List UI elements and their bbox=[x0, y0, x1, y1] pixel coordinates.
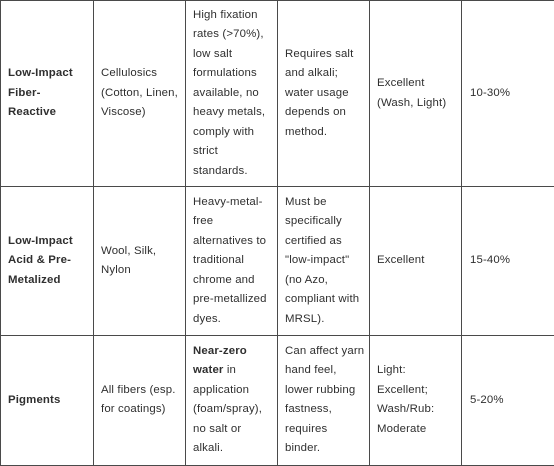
considerations-cell: Must be specifically certified as "low-impact" (no Azo, compliant with MRSL). bbox=[278, 187, 370, 335]
dye-class-cell: Low-Impact Fiber-Reactive bbox=[1, 1, 94, 187]
fibers-cell: Cellulosics (Cotton, Linen, Viscose) bbox=[94, 1, 186, 187]
benefits-cell bbox=[186, 335, 278, 465]
range-cell: 5-20% bbox=[462, 335, 554, 465]
fibers-cell: All fibers (esp. for coatings) bbox=[94, 335, 186, 465]
dye-class-cell: Low-Impact Acid & Pre-Metalized bbox=[1, 187, 94, 335]
benefits-text: Heavy-metal-free alternatives to traditional chrome and pre-metallized dyes. bbox=[193, 195, 267, 325]
table-row bbox=[1, 187, 554, 335]
considerations-cell: Requires salt and alkali; water usage depends on method. bbox=[278, 1, 370, 187]
range-cell: 15-40% bbox=[462, 187, 554, 335]
fibers-cell: Wool, Silk, Nylon bbox=[94, 187, 186, 335]
benefits-text: High fixation rates (>70%), low salt formulations available, no heavy metals, comply with strict standards. bbox=[193, 8, 266, 177]
fastness-cell: Excellent bbox=[370, 187, 462, 335]
table-row bbox=[1, 1, 554, 187]
fastness-cell: Excellent (Wash, Light) bbox=[370, 1, 462, 187]
benefits-cell bbox=[186, 1, 278, 187]
benefits-text: in application (foam/spray), no salt or alkali. bbox=[193, 364, 263, 455]
fastness-cell: Light: Excellent; Wash/Rub: Moderate bbox=[370, 335, 462, 465]
benefits-cell bbox=[186, 187, 278, 335]
benefits-lead: Near-zero water bbox=[193, 344, 247, 377]
table-row bbox=[1, 335, 554, 465]
considerations-cell: Can affect yarn hand feel, lower rubbing fastness, requires binder. bbox=[278, 335, 370, 465]
dye-class-cell: Pigments bbox=[1, 335, 94, 465]
range-cell: 10-30% bbox=[462, 1, 554, 187]
